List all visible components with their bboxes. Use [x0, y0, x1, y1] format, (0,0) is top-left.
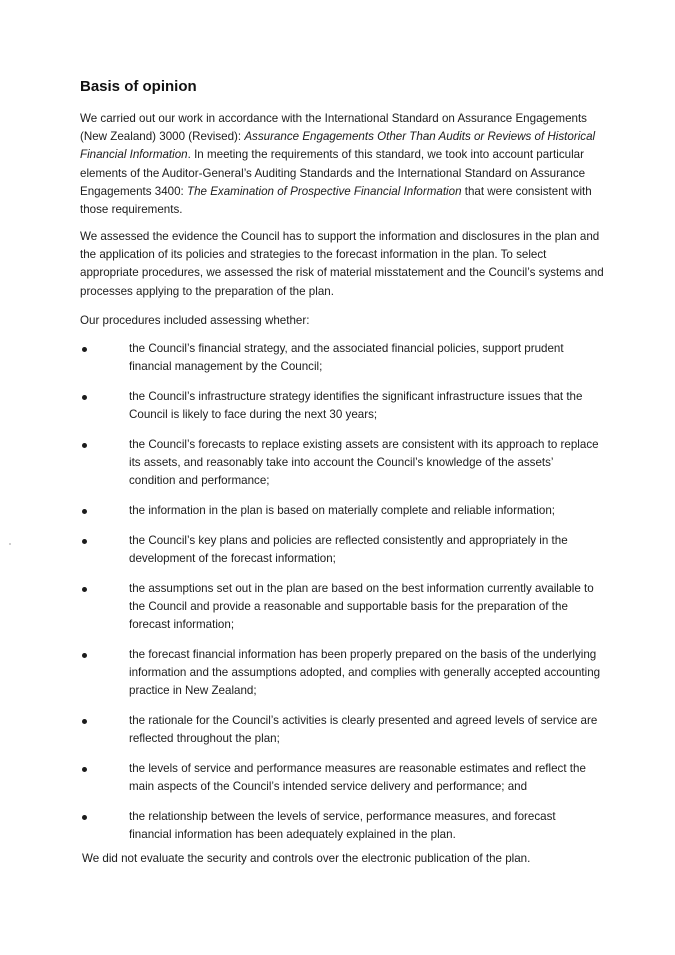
- paragraph-standards-italic-1: Assurance Engagements Other Than Audits or Reviews of Historical Financial Information: [80, 130, 596, 162]
- bullet-icon: [82, 539, 87, 544]
- bullet-icon: [82, 719, 87, 724]
- paragraph-standards-italic-2: The Examination of Prospective Financial Information: [187, 184, 462, 198]
- list-item-text: the information in the plan is based on materially complete and reliable information;: [129, 503, 555, 517]
- list-item: [80, 808, 605, 844]
- list-item-text: the relationship between the levels of service, performance measures, and forecast financial information has been adequately explained in the plan.: [129, 809, 556, 841]
- list-item: [80, 712, 605, 748]
- paragraph-standards: [80, 110, 605, 219]
- bullet-icon: [82, 443, 87, 448]
- list-item-text: the assumptions set out in the plan are based on the best information currently available to the Council and provide a reasonable and supportable basis for the preparation of the forecast information;: [129, 581, 594, 631]
- paragraph-procedures-intro: Our procedures included assessing whether:: [80, 314, 310, 327]
- paragraph-standards-text-1: We carried out our work in accordance with the International Standard on Assurance Engagements (New Zealand) 3000 (Revised):: [80, 112, 587, 144]
- bullet-icon: [82, 767, 87, 772]
- paragraph-standards-text-2: . In meeting the requirements of this standard, we took into account particular elements of the Auditor-General’s Auditing Standards and the International Standard on Assurance Engagements 3400:: [80, 148, 586, 198]
- bullet-icon: [82, 347, 87, 352]
- list-item-text: the Council’s forecasts to replace existing assets are consistent with its approach to replace its assets, and reasonably take into account the Council’s knowledge of the assets’ condition and performance;: [129, 437, 599, 488]
- list-item: [80, 580, 605, 635]
- list-item-text: the forecast financial information has been properly prepared on the basis of the underlying information and the assumptions adopted, and complies with generally accepted accounting practice in New Zealand;: [129, 647, 601, 698]
- list-item-text: the Council’s infrastructure strategy identifies the significant infrastructure issues that the Council is likely to face during the next 30 years;: [129, 389, 583, 422]
- scan-speck: [9, 543, 11, 545]
- list-item-text: the levels of service and performance measures are reasonable estimates and reflect the main aspects of the Council’s intended service delivery and performance; and: [129, 761, 586, 793]
- list-item: [80, 760, 605, 796]
- list-item: [80, 502, 605, 520]
- bullet-icon: [82, 509, 87, 514]
- list-item-text: the Council’s financial strategy, and the associated financial policies, support prudent financial management by the Council;: [129, 342, 564, 374]
- list-item: [80, 532, 605, 568]
- section-heading: Basis of opinion: [80, 78, 197, 95]
- procedures-list: [80, 340, 605, 855]
- list-item-text: the Council’s key plans and policies are reflected consistently and appropriately in the development of the forecast information;: [129, 533, 568, 565]
- list-item: [80, 340, 605, 376]
- list-item: [80, 646, 605, 701]
- bullet-icon: [82, 395, 87, 400]
- bullet-icon: [82, 587, 87, 592]
- bullet-icon: [82, 653, 87, 658]
- bullet-icon: [82, 815, 87, 820]
- list-item-text: the rationale for the Council’s activities is clearly presented and agreed levels of service are reflected throughout the plan;: [129, 713, 598, 745]
- paragraph-standards-text-3: that were consistent with those requirements.: [80, 184, 592, 217]
- paragraph-closing: We did not evaluate the security and controls over the electronic publication of the plan.: [82, 852, 531, 865]
- list-item: [80, 388, 605, 424]
- list-item: [80, 436, 605, 491]
- paragraph-evidence: We assessed the evidence the Council has to support the information and disclosures in the plan and the application of its policies and strategies to the forecast information in the plan. To select appropriate procedures, we assessed the risk of material misstatement and the Council’s systems and processes applying to the preparation of the plan.: [80, 230, 604, 298]
